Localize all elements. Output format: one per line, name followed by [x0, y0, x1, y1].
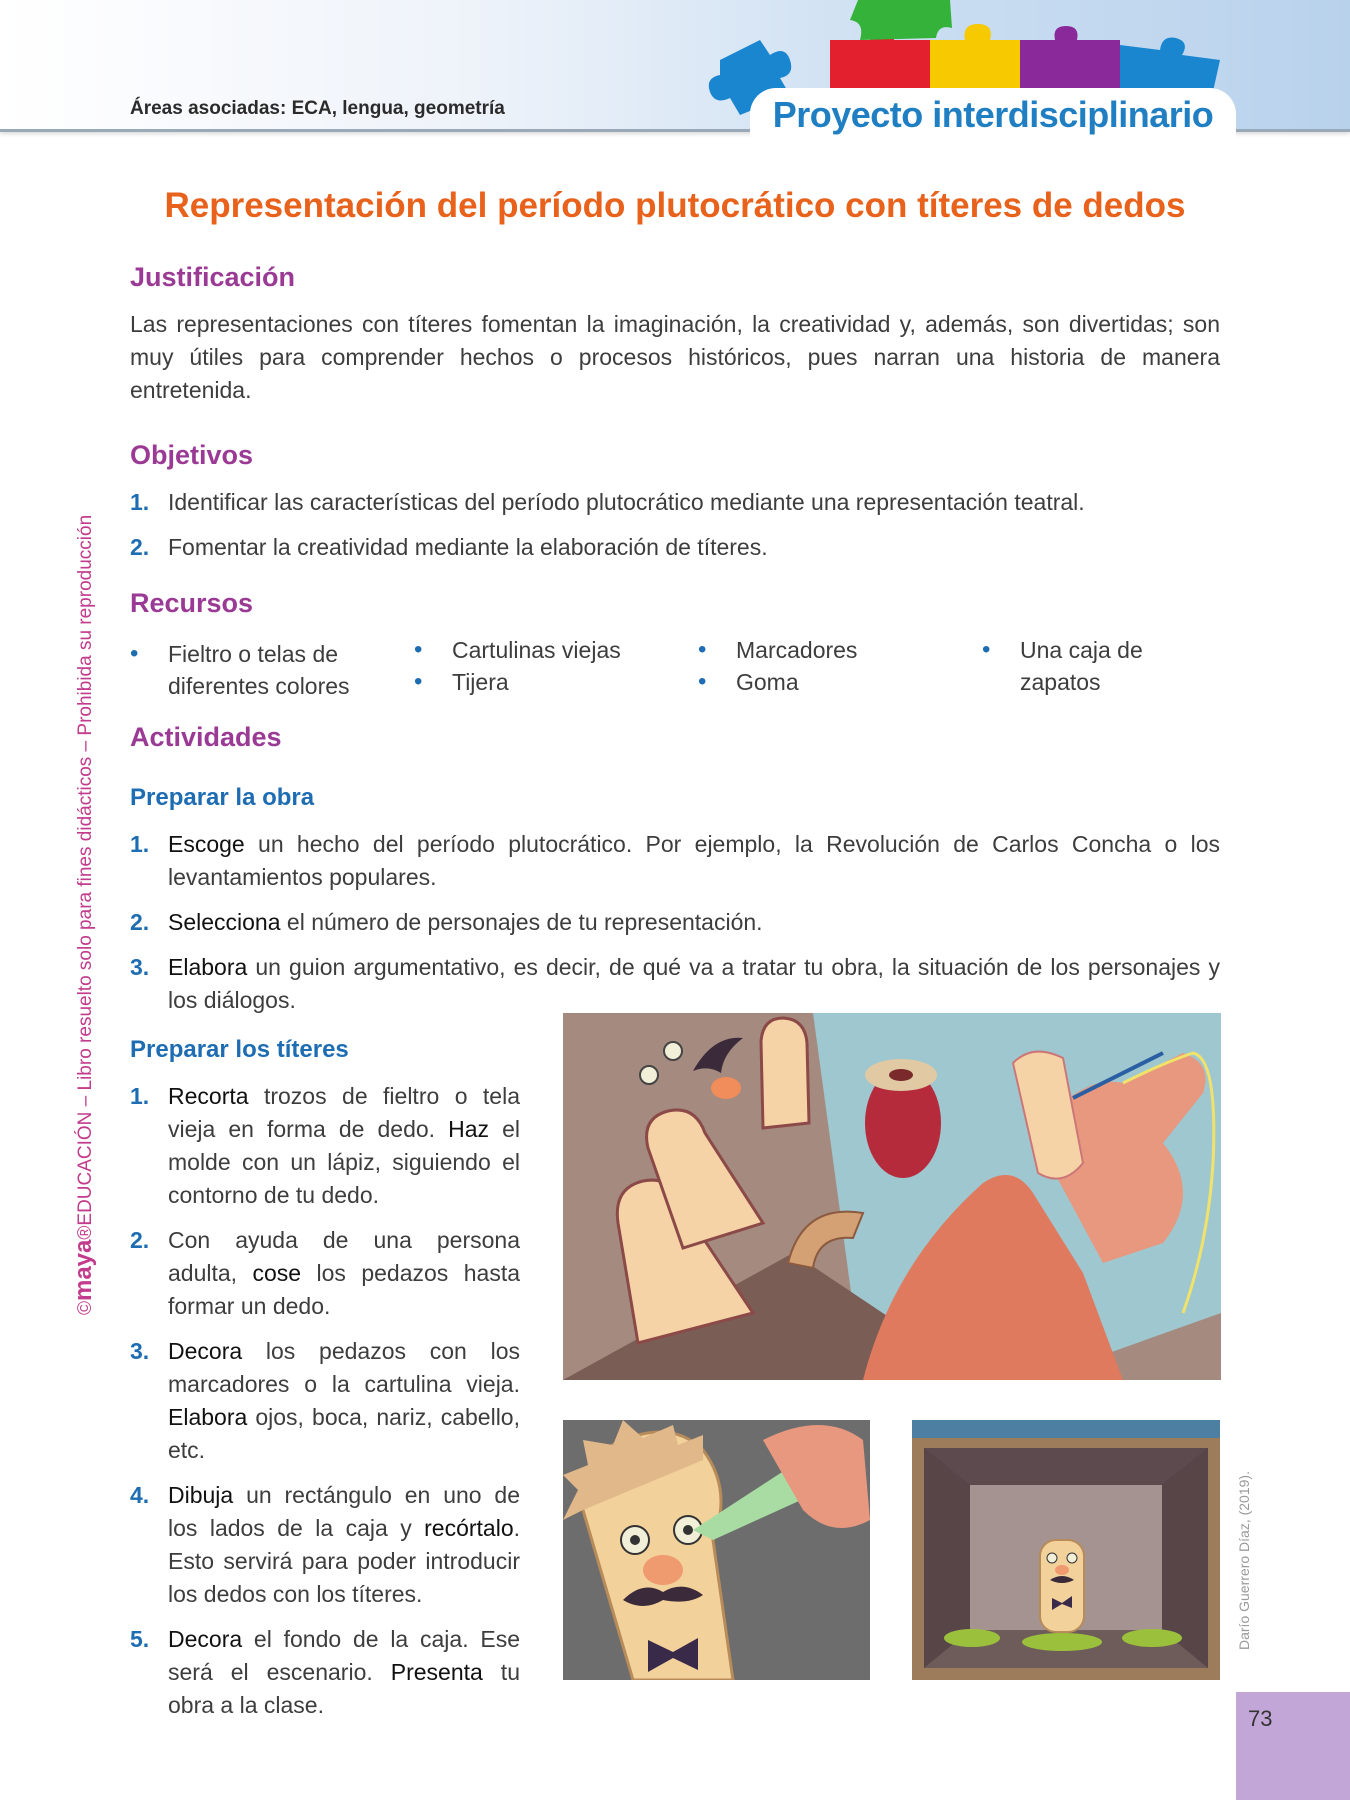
- recursos-col-4: [982, 634, 1182, 698]
- list-item: • Una caja de zapatos: [982, 634, 1182, 698]
- recursos-col-3: [698, 634, 958, 698]
- section-title: Proyecto interdisciplinario: [772, 94, 1214, 135]
- maya-logo: maya: [70, 1239, 97, 1301]
- list-item: • Marcadores: [698, 634, 958, 666]
- copyright-side-note: ©maya®EDUCACIÓN – Libro resuelto solo para fines didácticos – Prohibida su reproducción: [70, 514, 97, 1315]
- list-item: 1. Identificar las características del período plutocrático mediante una representación teatral.: [130, 489, 1085, 515]
- page-number: 73: [1248, 1706, 1273, 1731]
- list-item: 5. Decora el fondo de la caja. Ese será el escenario. Presenta tu obra a la clase.: [130, 1626, 520, 1718]
- recursos-heading: Recursos: [130, 588, 254, 618]
- list-item: • Fieltro o telas de diferentes colores: [130, 638, 370, 702]
- preparar-titeres-list: [130, 1080, 520, 1722]
- page-title: Representación del período plutocrático con títeres de dedos: [164, 186, 1186, 225]
- box-theater-illustration: [912, 1420, 1220, 1680]
- associated-areas: Áreas asociadas: ECA, lengua, geometría: [130, 98, 505, 119]
- recursos-col-2: [414, 634, 674, 698]
- list-item: 1. Escoge un hecho del período plutocrático. Por ejemplo, la Revolución de Carlos Concha o los levantamientos populares.: [130, 831, 1220, 890]
- list-item: 2. Con ayuda de una persona adulta, cose los pedazos hasta formar un dedo.: [130, 1227, 521, 1319]
- decorating-puppet-illustration: [563, 1420, 870, 1680]
- actividades-heading: Actividades: [130, 722, 282, 752]
- list-item: 2. Selecciona el número de personajes de tu representación.: [130, 909, 763, 935]
- preparar-obra-heading: Preparar la obra: [130, 784, 315, 811]
- preparar-obra-list: [130, 828, 1220, 1017]
- illustration-credit: Darío Guerrero Díaz, (2019).: [1236, 1471, 1252, 1650]
- objetivos-list: [130, 486, 1220, 564]
- list-item: • Tijera: [414, 666, 674, 698]
- sewing-puppets-illustration: [563, 1013, 1221, 1380]
- list-item: • Goma: [698, 666, 958, 698]
- list-item: 4. Dibuja un rectángulo en uno de los lados de la caja y recórtalo. Esto servirá para poder introducir los dedos con los títeres.: [130, 1482, 520, 1607]
- recursos-col-1: [130, 638, 370, 702]
- list-item: 2. Fomentar la creatividad mediante la elaboración de títeres.: [130, 534, 768, 560]
- list-item: 3. Elabora un guion argumentativo, es decir, de qué va a tratar tu obra, la situación de los personajes y los diálogos.: [130, 954, 1220, 1013]
- preparar-titeres-heading: Preparar los títeres: [130, 1036, 349, 1063]
- list-item: 3. Decora los pedazos con los marcadores o la cartulina vieja. Elabora ojos, boca, nariz, cabello, etc.: [130, 1338, 520, 1463]
- list-item: 1. Recorta trozos de fieltro o tela vieja en forma de dedo. Haz el molde con un lápiz, siguiendo el contorno de tu dedo.: [130, 1083, 520, 1208]
- justificacion-heading: Justificación: [130, 262, 296, 292]
- objetivos-heading: Objetivos: [130, 440, 254, 470]
- justificacion-text: Las representaciones con títeres fomentan la imaginación, la creatividad y, además, son divertidas; son muy útiles para comprender hechos o procesos históricos, pues narran una historia de manera entretenida.: [130, 311, 1220, 403]
- list-item: • Cartulinas viejas: [414, 634, 674, 666]
